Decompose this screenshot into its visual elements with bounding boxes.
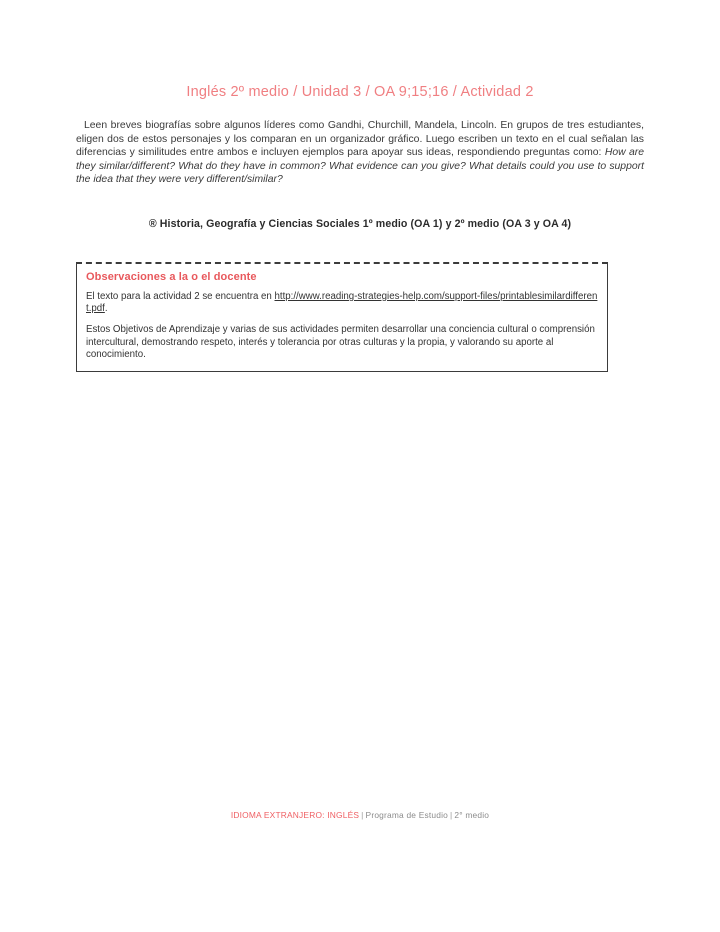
observations-text-after-link: . [104, 303, 108, 315]
teacher-observations-box [76, 262, 608, 372]
footer-separator-2: | [450, 810, 453, 820]
activity-paragraph [76, 119, 644, 187]
oa-reference-line: ® Historia, Geografía y Ciencias Sociales 1º medio (OA 1) y 2º medio (OA 3 y OA 4) [148, 218, 572, 230]
footer-separator-1: | [361, 810, 364, 820]
activity-text-questions: How are they similar/different? What do they have in common? What evidence can you give? What details could you use to support the idea that they were very different/similar? [76, 147, 644, 186]
observations-paragraph-2: Estos Objetivos de Aprendizaje y varias de sus actividades permiten desarrollar una conciencia cultural o comprensión intercultural, demostrando respeto, interés y tolerancia por otras culturas y la propia, y valorando su aporte al conocimiento. [86, 324, 595, 360]
observations-paragraph-1 [86, 291, 598, 315]
footer-subject: IDIOMA EXTRANJERO: INGLÉS [230, 810, 360, 820]
resource-link[interactable]: http://www.reading-strategies-help.com/support-files/printablesimilardifferent.pdf [86, 291, 598, 315]
page-title: Inglés 2º medio / Unidad 3 / OA 9;15;16 / Actividad 2 [186, 84, 534, 100]
footer-level: 2° medio [454, 810, 490, 820]
observations-text-before-link: El texto para la actividad 2 se encuentra en [86, 291, 275, 302]
observations-heading: Observaciones a la o el docente [86, 271, 257, 283]
activity-text-spanish: Leen breves biografías sobre algunos líderes como Gandhi, Churchill, Mandela, Lincoln. En grupos de tres estudiantes, eligen dos de estos personajes y los comparan en un organizador gráfico. Luego escriben un texto en el cual señalan las diferencias y similitudes entre ambos e incluyen ejemplos para apoyar sus ideas, respondiendo preguntas como: [76, 120, 644, 159]
page-footer [0, 810, 720, 820]
footer-program: Programa de Estudio [365, 810, 449, 820]
